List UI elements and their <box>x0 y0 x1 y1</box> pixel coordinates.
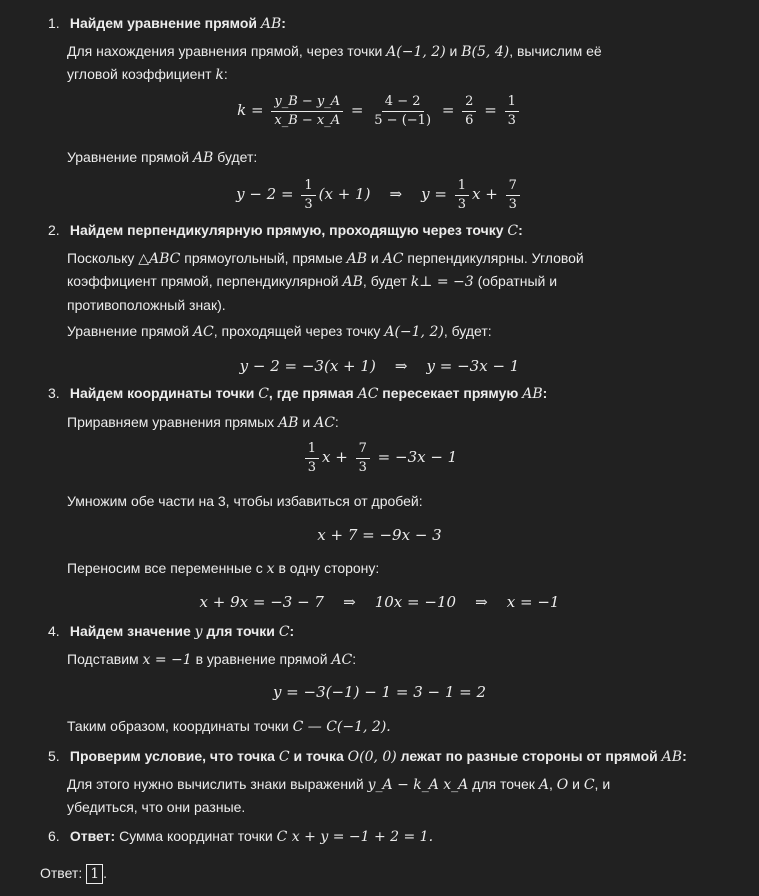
numerator: 2 <box>462 94 476 112</box>
heading-math: C <box>258 386 269 402</box>
step-2-heading <box>48 219 523 242</box>
denominator: x_B − x_A <box>274 112 341 128</box>
math: x + 7 = −9x − 3 <box>317 526 442 544</box>
math: y − 2 = −3(x + 1) <box>239 357 376 375</box>
step-number: 3. <box>48 385 60 401</box>
numerator: 1 <box>305 441 319 459</box>
math: A <box>538 777 549 793</box>
denominator: 3 <box>507 112 516 128</box>
fraction <box>356 441 370 475</box>
denominator: 6 <box>465 112 474 128</box>
math: AC <box>382 251 404 267</box>
math: C x + y = −1 + 2 = 1. <box>276 829 434 845</box>
math: y − 2 = <box>236 185 294 204</box>
denominator: 3 <box>457 196 467 212</box>
math: C <box>583 777 595 793</box>
step-1-formula-slope <box>0 94 759 128</box>
fraction <box>462 94 476 128</box>
heading-text: Найдем координаты точки <box>69 385 255 401</box>
text: Переносим все переменные с <box>67 560 263 576</box>
text: , и убедиться, что они разные. <box>67 776 611 816</box>
math: x + <box>472 185 498 204</box>
math: y = −3(−1) − 1 = 3 − 1 = 2 <box>272 683 487 701</box>
text: и <box>370 250 379 266</box>
heading-math: AB <box>260 16 282 32</box>
step-4-paragraph-1 <box>67 648 627 671</box>
step-number: 5. <box>48 748 60 764</box>
numerator: 1 <box>505 94 519 112</box>
heading-math: y <box>194 624 203 640</box>
numerator: 1 <box>455 178 469 196</box>
text: Уравнение прямой <box>67 149 190 165</box>
denominator: 5 − (−1) <box>374 112 432 128</box>
heading-text: пересекает прямую <box>382 385 519 401</box>
math: AC <box>331 652 353 668</box>
text: : <box>334 414 339 430</box>
text: Уравнение прямой <box>67 323 190 339</box>
text: Для нахождения уравнения прямой, через точки <box>67 43 383 59</box>
step-number: 6. <box>48 828 60 844</box>
step-1-formula-line <box>0 178 759 212</box>
math: AC <box>192 324 214 340</box>
step-2-formula <box>0 354 759 378</box>
step-3-formula-1 <box>0 441 759 475</box>
text: и <box>449 43 458 59</box>
step-number: 1. <box>48 15 60 31</box>
step-1-heading <box>48 12 286 35</box>
step-4-heading <box>48 620 294 643</box>
text: и <box>302 414 311 430</box>
numerator: 1 <box>301 178 315 196</box>
equals: = <box>484 101 497 120</box>
math: k = <box>237 101 264 120</box>
heading-suffix: : <box>682 748 687 764</box>
step-1-paragraph-2 <box>67 146 627 169</box>
step-4-formula <box>0 680 759 704</box>
math: AB <box>342 274 363 291</box>
heading-suffix: : <box>518 222 523 238</box>
text: прямоугольный, прямые <box>184 250 343 266</box>
heading-text: Проверим условие, что точка <box>69 748 275 764</box>
text: Умножим обе части на 3, чтобы избавиться от дробей: <box>67 493 423 509</box>
heading-text: Найдем уравнение прямой <box>69 15 257 31</box>
numerator: y_B − y_A <box>271 94 343 112</box>
final-answer <box>40 862 107 884</box>
math: A(−1, 2) <box>386 44 446 60</box>
heading-math: AC <box>357 386 379 402</box>
implies-arrow: ⇒ <box>343 593 356 611</box>
math: 10x = −10 <box>374 593 457 611</box>
denominator: 3 <box>307 459 317 475</box>
numerator: 7 <box>356 441 370 459</box>
step-3-paragraph-2 <box>67 490 627 512</box>
text: в уравнение прямой <box>195 651 328 667</box>
heading-text: Найдем перпендикулярную прямую, проходящую через точку <box>69 222 504 238</box>
math: B(5, 4) <box>461 44 510 60</box>
math: AB <box>278 415 299 431</box>
denominator: 3 <box>358 459 367 475</box>
step-3-formula-2 <box>0 523 759 547</box>
heading-text: для точки <box>206 623 275 639</box>
final-answer-box: 1 <box>86 864 103 884</box>
step-3-paragraph-3 <box>67 557 627 580</box>
heading-text: лежат по разные стороны от прямой <box>400 748 658 764</box>
heading-text: Ответ: <box>69 828 116 844</box>
math: y = <box>421 185 447 204</box>
step-3-formula-3 <box>0 590 759 614</box>
implies-arrow: ⇒ <box>394 357 408 375</box>
fraction <box>301 178 315 212</box>
heading-math: O(0, 0) <box>347 749 397 765</box>
math: AC <box>314 415 335 431</box>
heading-math: C <box>278 624 290 640</box>
numerator: 7 <box>506 178 520 196</box>
text: для точек <box>472 776 535 792</box>
step-2-paragraph-2 <box>67 320 627 343</box>
text: , будет: <box>443 323 492 339</box>
math: y = −3x − 1 <box>426 357 520 375</box>
text: Таким образом, координаты точки <box>67 718 289 734</box>
math: (x + 1) <box>318 185 371 204</box>
final-answer-suffix: . <box>103 865 108 881</box>
step-number: 4. <box>48 623 60 639</box>
denominator: 3 <box>304 196 313 212</box>
text: , <box>548 776 553 792</box>
numerator: 4 − 2 <box>382 94 424 112</box>
fraction <box>305 441 319 475</box>
heading-math: C <box>507 223 519 239</box>
step-3-heading <box>48 382 547 405</box>
heading-suffix: : <box>289 623 295 639</box>
heading-text: и точка <box>293 748 344 764</box>
math: x = −1 <box>142 652 192 668</box>
math: y_A − k_A x_A <box>367 777 469 793</box>
implies-arrow: ⇒ <box>389 185 403 204</box>
step-number: 2. <box>48 222 60 238</box>
math: k <box>215 67 224 84</box>
fraction <box>505 94 519 128</box>
text: , проходящей через точку <box>213 323 381 339</box>
implies-arrow: ⇒ <box>475 593 488 611</box>
heading-text: Найдем значение <box>69 623 191 639</box>
heading-suffix: : <box>542 385 548 401</box>
math: AB <box>346 251 368 267</box>
text: Для этого нужно вычислить знаки выражений <box>67 776 364 792</box>
fraction <box>506 178 520 212</box>
text: (обратный и противоположный знак). <box>67 273 558 313</box>
text: перпендикулярны. Угловой коэффициент прямой, перпендикулярной <box>67 250 584 290</box>
step-4-paragraph-2 <box>67 715 627 738</box>
text: : <box>352 651 357 667</box>
text: Приравняем уравнения прямых <box>67 414 275 430</box>
math: x = −1 <box>506 593 560 611</box>
text: , будет <box>362 273 407 290</box>
text: и <box>572 776 580 792</box>
math: k⊥ = −3 <box>410 274 474 291</box>
text: в одну сторону: <box>278 560 380 576</box>
text: Подставим <box>67 651 139 667</box>
math: x <box>266 561 275 577</box>
math: x + 9x = −3 − 7 <box>199 593 324 611</box>
text: Поскольку <box>67 250 135 266</box>
text: будет: <box>217 149 258 165</box>
fraction <box>455 178 469 212</box>
step-2-paragraph-1 <box>67 247 587 316</box>
equals: = <box>350 101 364 120</box>
text: , вычислим её угловой коэффициент <box>67 43 602 83</box>
fraction <box>271 94 343 128</box>
math: AB <box>192 150 214 166</box>
denominator: 3 <box>508 196 517 212</box>
math: = −3x − 1 <box>377 448 458 467</box>
heading-math: AB <box>661 749 683 765</box>
step-1-paragraph-1 <box>67 40 627 87</box>
step-5-heading <box>48 745 687 768</box>
heading-suffix: : <box>281 15 286 31</box>
math: A(−1, 2) <box>384 324 444 340</box>
step-3-paragraph-1 <box>67 411 627 434</box>
text: : <box>223 66 228 83</box>
heading-text: , где прямая <box>268 385 354 401</box>
math: △ABC <box>138 251 181 267</box>
step-5-paragraph <box>67 773 627 819</box>
equals: = <box>441 101 455 120</box>
heading-math: C <box>278 749 290 765</box>
text: Сумма координат точки <box>119 828 273 844</box>
heading-math: AB <box>522 386 543 402</box>
math: C — C(−1, 2). <box>292 719 391 735</box>
math: O <box>556 777 569 793</box>
fraction <box>371 94 434 128</box>
final-answer-label: Ответ: <box>40 865 83 881</box>
step-6-heading <box>48 825 433 848</box>
math: x + <box>322 448 348 467</box>
